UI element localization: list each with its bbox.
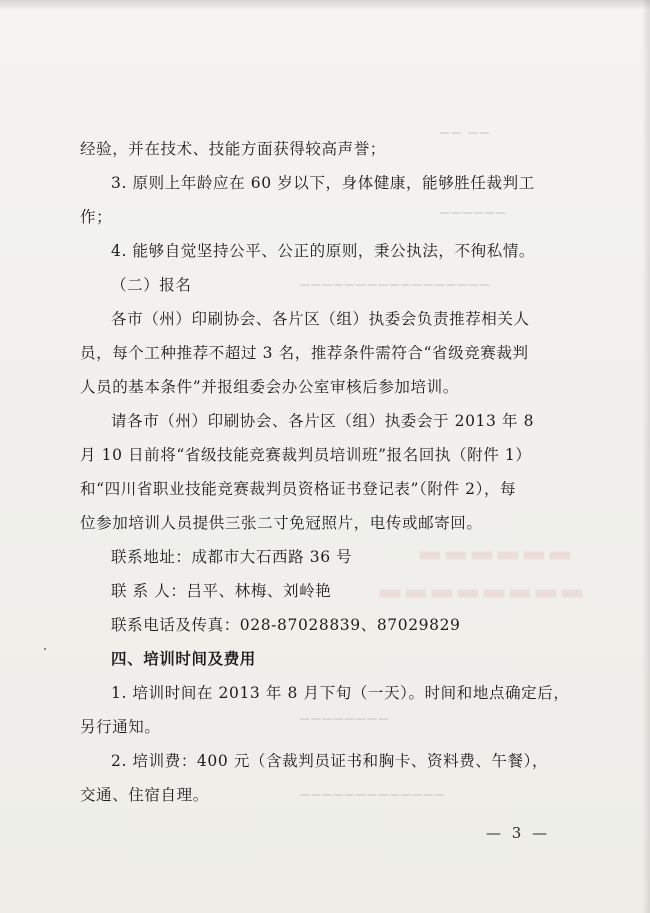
bleed-through-mark: ▁▁▁▁▁▁▁▁▁▁▁▁▁▁▁▁▁	[300, 272, 491, 286]
text-line: 各市（州）印刷协会、各片区（组）执委会负责推荐相关人	[111, 310, 530, 328]
bleed-through-seal: ▂▂▂▂▂▂	[420, 530, 576, 560]
text-line: （二）报名	[111, 276, 192, 294]
bleed-through-mark: ▁▁ ▁▁	[440, 120, 491, 134]
scan-edge-shadow-top	[0, 0, 650, 10]
text-line: 和“四川省职业技能竞赛裁判员资格证书登记表”（附件 2），每	[80, 480, 517, 498]
scan-edge-shadow-right	[642, 0, 650, 913]
text-line: 1. 培训时间在 2013 年 8 月下旬（一天）。时间和地点确定后，	[111, 684, 570, 702]
text-line: 月 10 日前将“省级技能竞赛裁判员培训班”报名回执（附件 1）	[80, 446, 532, 464]
text-line: 请各市（州）印刷协会、各片区（组）执委会于 2013 年 8	[111, 412, 535, 430]
text-line: 联 系 人：吕平、林梅、刘岭艳	[111, 582, 332, 600]
text-line: 2. 培训费：400 元（含裁判员证书和胸卡、资料费、午餐），	[111, 752, 549, 770]
section-heading: 四、培训时间及费用	[111, 649, 256, 668]
text-line: 作；	[80, 208, 113, 226]
scan-speck	[44, 648, 46, 650]
bleed-through-mark: ▁▁▁▁▁▁▁▁▁▁▁▁▁	[300, 782, 446, 796]
text-line: 人员的基本条件”并报组委会办公室审核后参加培训。	[80, 378, 459, 396]
bleed-through-mark: ▁▁▁▁▁▁	[440, 200, 508, 214]
text-line: 经验，并在技术、技能方面获得较高声誉；	[80, 140, 386, 158]
text-line: 另行通知。	[80, 718, 161, 736]
text-line: 联系电话及传真：028-87028839、87029829	[111, 616, 461, 634]
document-body	[80, 132, 570, 812]
text-line: 交通、住宿自理。	[80, 786, 209, 804]
page-number: — 3 —	[486, 824, 551, 842]
text-line: 3. 原则上年龄应在 60 岁以下，身体健康，能够胜任裁判工	[111, 174, 535, 192]
bleed-through-mark: ▁▁▁▁▁▁▁▁	[300, 706, 390, 720]
text-line: 员，每个工种推荐不超过 3 名，推荐条件需符合“省级竞赛裁判	[80, 344, 529, 362]
text-line: 位参加培训人员提供三张二寸免冠照片，电传或邮寄回。	[80, 514, 483, 532]
text-line: 4. 能够自觉坚持公平、公正的原则，秉公执法，不徇私情。	[111, 242, 536, 260]
text-line: 联系地址：成都市大石西路 36 号	[111, 548, 353, 566]
bleed-through-seal: ▂▂▂▂▂▂▂▂	[380, 568, 588, 598]
